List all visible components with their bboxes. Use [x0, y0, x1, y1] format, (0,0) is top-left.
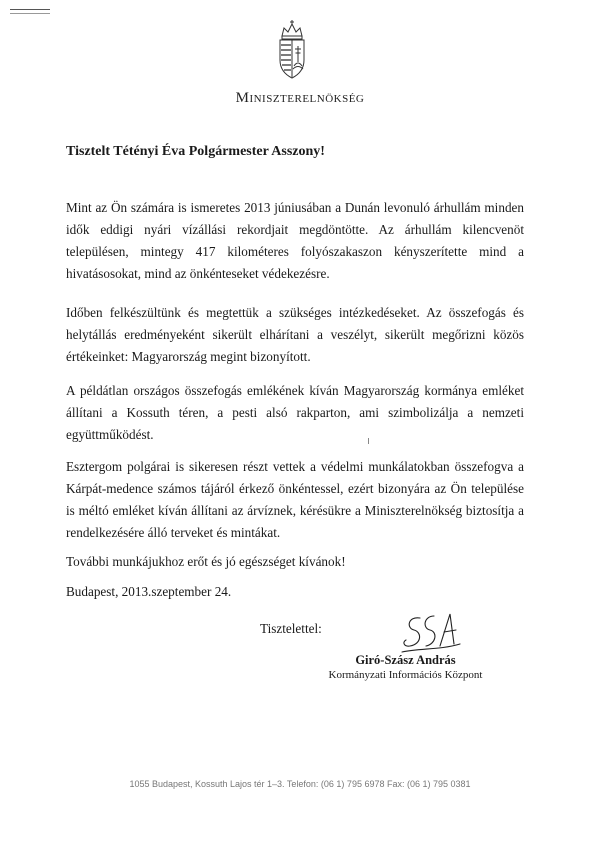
paragraph-line: településen, mintegy 417 kilométeres folyószakaszon kényszerítette mind a	[66, 244, 524, 259]
paragraph-2	[66, 302, 524, 368]
footer-address: 1055 Budapest, Kossuth Lajos tér 1–3. Telefon: (06 1) 795 6978 Fax: (06 1) 795 0381	[129, 779, 471, 789]
signer-title: Kormányzati Információs Központ	[328, 669, 483, 681]
paragraph-4	[66, 456, 524, 544]
paragraph-3	[66, 380, 524, 446]
handwritten-signature	[400, 608, 462, 658]
paragraph-line: helytállás eredményeként sikerült elhárítani a veszélyt, sikerült megőrizni közös	[66, 327, 524, 342]
paragraph-line: A példátlan országos összefogás emlékének kíván Magyarország kormánya emléket	[66, 383, 524, 398]
place-and-date: Budapest, 2013.szeptember 24.	[66, 584, 232, 599]
paragraph-line: értékeinket: Magyarország megint bizonyított.	[66, 349, 311, 364]
paragraph-line: állítani a Kossuth téren, a pesti alsó rakparton, ami szimbolizálja a nemzeti	[66, 405, 524, 420]
paragraph-line: Mint az Ön számára is ismeretes 2013 júniusában a Dunán levonuló árhullám minden	[66, 200, 524, 215]
paragraph-1	[66, 197, 524, 285]
paragraph-line: is méltó emléket kíván állítani az árvíznek, kérésükre a Miniszterelnökség biztosítja a	[66, 503, 524, 518]
organization-name: Miniszterelnökség	[235, 90, 365, 106]
paragraph-line: idők eddigi nyári vízállási rekordjait megdöntötte. Az árhullám kilencvenöt	[66, 222, 524, 237]
scan-artifact-dot	[368, 438, 369, 444]
scan-artifact-mark	[10, 9, 50, 14]
closing-line: További munkájukhoz erőt és jó egészséget kívánok!	[66, 554, 346, 569]
paragraph-line: Kárpát-medence számos tájáról érkező önkéntessel, ezért bizonyára az Ön települése	[66, 481, 524, 496]
paragraph-line: rendelkezésére álló terveket és mintákat.	[66, 525, 281, 540]
coat-of-arms-icon	[272, 18, 312, 80]
salutation: Tisztelt Tétényi Éva Polgármester Asszony!	[66, 144, 325, 159]
regards-line: Tisztelettel:	[260, 621, 322, 636]
paragraph-line: együttműködést.	[66, 427, 154, 442]
paragraph-line: hivatásosokat, mind az önkénteseket védekezésre.	[66, 266, 330, 281]
paragraph-line: Esztergom polgárai is sikeresen részt vettek a védelmi munkálatokban összefogva a	[66, 459, 524, 474]
paragraph-line: Időben felkészültünk és megtettük a szükséges intézkedéseket. Az összefogás és	[66, 305, 524, 320]
signer-name: Giró-Szász András	[355, 653, 456, 667]
